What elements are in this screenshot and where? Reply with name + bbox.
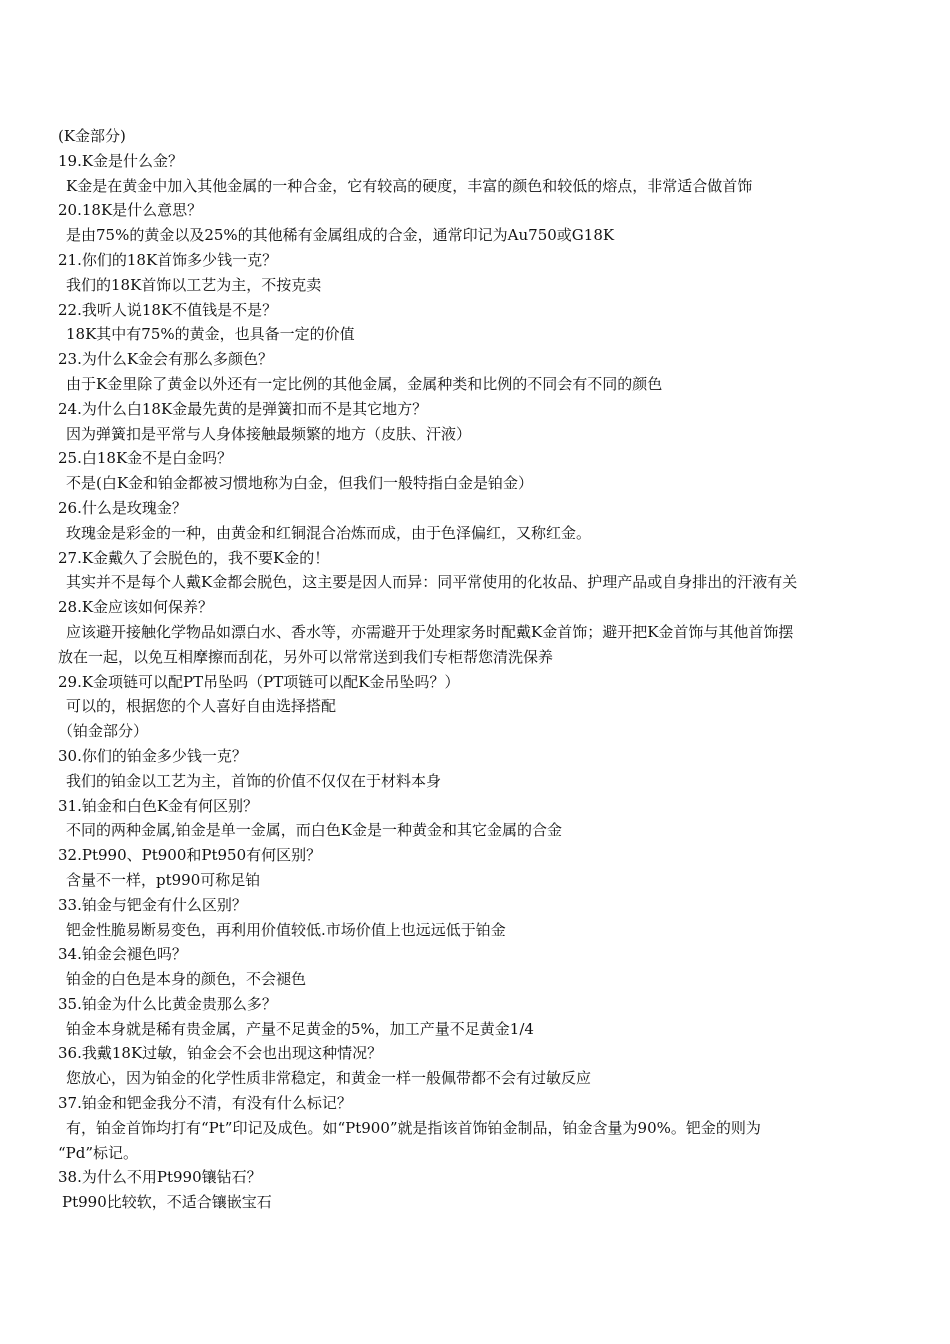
answer-29: 可以的，根据您的个人喜好自由选择搭配: [66, 697, 337, 716]
answer-26: 玫瑰金是彩金的一种，由黄金和红铜混合冶炼而成，由于色泽偏红，又称红金。: [66, 523, 592, 542]
question-23: 23.为什么K金会有那么多颜色？: [58, 350, 274, 369]
question-33: 33.铂金与钯金有什么区别？: [58, 895, 247, 914]
question-35: 35.铂金为什么比黄金贵那么多？: [58, 994, 277, 1013]
answer-19: K金是在黄金中加入其他金属的一种合金，它有较高的硬度，丰富的颜色和较低的熔点，非常适合做首饰: [66, 176, 753, 195]
question-29: 29.K金项链可以配PT吊坠吗（PT项链可以配K金吊坠吗？）: [58, 672, 460, 691]
section-heading-k-gold: (K金部分): [58, 127, 126, 145]
question-25: 25.白18K金不是白金吗？: [58, 449, 233, 468]
answer-23: 由于K金里除了黄金以外还有一定比例的其他金属，金属种类和比例的不同会有不同的颜色: [66, 374, 663, 393]
answer-33: 钯金性脆易断易变色，再利用价值较低.市场价值上也远远低于铂金: [66, 920, 506, 939]
answer-31: 不同的两种金属,铂金是单一金属，而白色K金是一种黄金和其它金属的合金: [66, 821, 562, 840]
question-36: 36.我戴18K过敏，铂金会不会也出现这种情况？: [58, 1044, 383, 1063]
question-20: 20.18K是什么意思？: [58, 201, 203, 220]
answer-28-continued: 放在一起，以免互相摩擦而刮花，另外可以常常送到我们专柜帮您清洗保养: [58, 647, 554, 666]
answer-30: 我们的铂金以工艺为主，首饰的价值不仅仅在于材料本身: [66, 771, 442, 790]
answer-27: 其实并不是每个人戴K金都会脱色，这主要是因人而异：同平常使用的化妆品、护理产品或自身排出的汗液有关: [66, 573, 798, 592]
question-26: 26.什么是玫瑰金？: [58, 498, 187, 517]
question-34: 34.铂金会褪色吗？: [58, 945, 187, 964]
answer-20: 是由75%的黄金以及25%的其他稀有金属组成的合金，通常印记为Au750或G18K: [66, 226, 615, 245]
answer-22: 18K其中有75%的黄金，也具备一定的价值: [66, 325, 355, 344]
answer-36: 您放心，因为铂金的化学性质非常稳定，和黄金一样一般佩带都不会有过敏反应: [66, 1069, 592, 1088]
answer-25: 不是(白K金和铂金都被习惯地称为白金，但我们一般特指白金是铂金）: [66, 474, 534, 493]
question-38: 38.为什么不用Pt990镶钻石？: [58, 1168, 262, 1187]
question-24: 24.为什么白18K金最先黄的是弹簧扣而不是其它地方？: [58, 399, 428, 418]
section-heading-platinum: （铂金部分）: [58, 722, 149, 741]
question-28: 28.K金应该如何保养？: [58, 598, 214, 617]
question-37: 37.铂金和钯金我分不清，有没有什么标记？: [58, 1094, 352, 1113]
question-31: 31.铂金和白色K金有何区别？: [58, 796, 259, 815]
question-27: 27.K金戴久了会脱色的，我不要K金的！: [58, 548, 330, 567]
answer-37-continued: “Pd”标记。: [58, 1143, 139, 1162]
answer-24: 因为弹簧扣是平常与人身体接触最频繁的地方（皮肤、汗液）: [66, 424, 472, 443]
answer-37: 有，铂金首饰均打有“Pt”印记及成色。如“Pt900”就是指该首饰铂金制品，铂金含量为90%。钯金的则为: [66, 1118, 761, 1137]
answer-38: Pt990比较软，不适合镶嵌宝石: [62, 1193, 272, 1212]
question-19: 19.K金是什么金？: [58, 151, 184, 170]
question-32: 32.Pt990、Pt900和Pt950有何区别？: [58, 846, 322, 865]
question-30: 30.你们的铂金多少钱一克？: [58, 746, 247, 765]
answer-21: 我们的18K首饰以工艺为主，不按克卖: [66, 275, 322, 294]
question-22: 22.我听人说18K不值钱是不是？: [58, 300, 278, 319]
document-body: [0, 124, 950, 1215]
answer-35: 铂金本身就是稀有贵金属，产量不足黄金的5%，加工产量不足黄金1/4: [66, 1019, 534, 1038]
question-21: 21.你们的18K首饰多少钱一克？: [58, 250, 278, 269]
answer-28: 应该避开接触化学物品如漂白水、香水等，亦需避开于处理家务时配戴K金首饰；避开把K金首饰与其他首饰摆: [66, 622, 794, 641]
answer-32: 含量不一样，pt990可称足铂: [66, 870, 261, 889]
answer-34: 铂金的白色是本身的颜色，不会褪色: [66, 970, 307, 989]
